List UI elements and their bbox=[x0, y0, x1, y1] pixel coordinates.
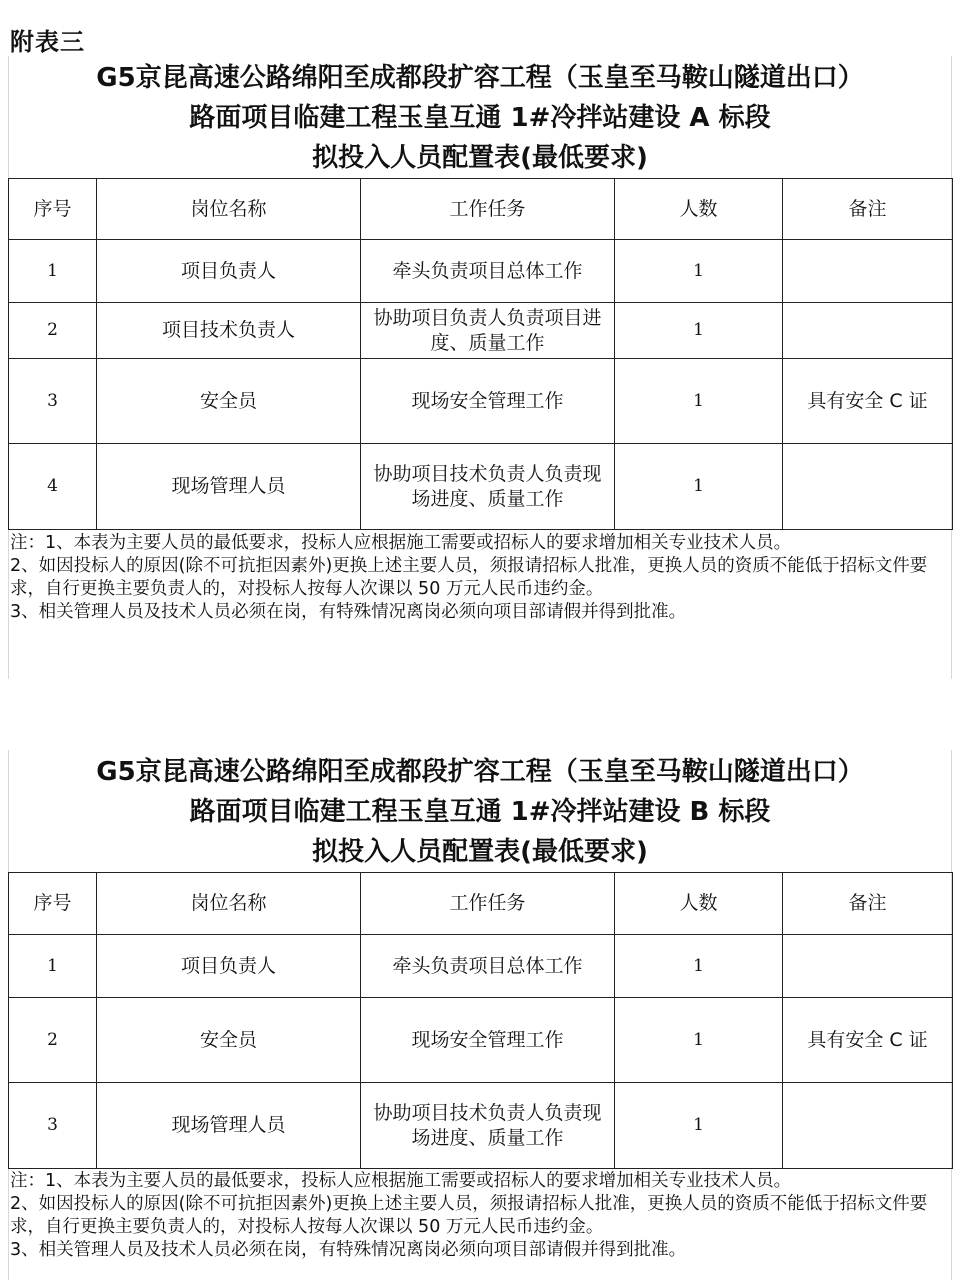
row-index: 3 bbox=[9, 1083, 97, 1169]
row-task: 现场安全管理工作 bbox=[361, 359, 615, 444]
row-index: 4 bbox=[9, 444, 97, 530]
row-count: 1 bbox=[615, 998, 783, 1083]
row-index: 1 bbox=[9, 240, 97, 303]
table-row bbox=[9, 240, 953, 303]
note-2: 2、如因投标人的原因(除不可抗拒因素外)更换上述主要人员，须报请招标人批准，更换人员的资质不能低于招标文件要求，自行更换主要负责人的，对投标人按每人次课以 50 万元人民币违约金。 bbox=[10, 556, 928, 599]
table-header-row bbox=[9, 873, 953, 935]
row-index: 3 bbox=[9, 359, 97, 444]
section-a-title-line-2: 路面项目临建工程玉皇互通 1#冷拌站建设 A 标段 bbox=[189, 103, 771, 133]
row-count: 1 bbox=[615, 359, 783, 444]
row-position: 项目负责人 bbox=[97, 935, 361, 998]
section-a-notes bbox=[10, 532, 953, 624]
table-row bbox=[9, 1083, 953, 1169]
section-a-title-line-1: G5京昆高速公路绵阳至成都段扩容工程（玉皇至马鞍山隧道出口） bbox=[96, 63, 864, 93]
note-2: 2、如因投标人的原因(除不可抗拒因素外)更换上述主要人员，须报请招标人批准，更换人员的资质不能低于招标文件要求，自行更换主要负责人的，对投标人按每人次课以 50 万元人民币违约金。 bbox=[10, 1194, 928, 1237]
row-position: 安全员 bbox=[97, 998, 361, 1083]
row-task: 协助项目技术负责人负责现场进度、质量工作 bbox=[361, 1083, 615, 1169]
row-count: 1 bbox=[615, 240, 783, 303]
row-task: 协助项目技术负责人负责现场进度、质量工作 bbox=[361, 444, 615, 530]
row-remark bbox=[783, 240, 953, 303]
row-position: 现场管理人员 bbox=[97, 1083, 361, 1169]
row-count: 1 bbox=[615, 444, 783, 530]
row-count: 1 bbox=[615, 303, 783, 359]
table-row bbox=[9, 444, 953, 530]
row-task: 现场安全管理工作 bbox=[361, 998, 615, 1083]
table-row bbox=[9, 935, 953, 998]
row-index: 1 bbox=[9, 935, 97, 998]
row-task: 协助项目负责人负责项目进度、质量工作 bbox=[361, 303, 615, 359]
row-remark: 具有安全 C 证 bbox=[783, 359, 953, 444]
appendix-label: 附表三 bbox=[10, 28, 85, 56]
header-task: 工作任务 bbox=[361, 179, 615, 240]
header-task: 工作任务 bbox=[361, 873, 615, 935]
header-remark: 备注 bbox=[783, 873, 953, 935]
section-b-notes bbox=[10, 1170, 953, 1262]
row-remark: 具有安全 C 证 bbox=[783, 998, 953, 1083]
row-position: 项目技术负责人 bbox=[97, 303, 361, 359]
header-index: 序号 bbox=[9, 179, 97, 240]
header-position: 岗位名称 bbox=[97, 873, 361, 935]
header-count: 人数 bbox=[615, 873, 783, 935]
table-row bbox=[9, 303, 953, 359]
row-count: 1 bbox=[615, 935, 783, 998]
section-b-title-line-1: G5京昆高速公路绵阳至成都段扩容工程（玉皇至马鞍山隧道出口） bbox=[96, 757, 864, 787]
row-task: 牵头负责项目总体工作 bbox=[361, 935, 615, 998]
row-remark bbox=[783, 1083, 953, 1169]
row-position: 项目负责人 bbox=[97, 240, 361, 303]
row-remark bbox=[783, 303, 953, 359]
row-remark bbox=[783, 935, 953, 998]
header-count: 人数 bbox=[615, 179, 783, 240]
note-3: 3、相关管理人员及技术人员必须在岗，有特殊情况离岗必须向项目部请假并得到批准。 bbox=[10, 602, 687, 622]
table-row bbox=[9, 998, 953, 1083]
row-index: 2 bbox=[9, 303, 97, 359]
row-task: 牵头负责项目总体工作 bbox=[361, 240, 615, 303]
row-position: 安全员 bbox=[97, 359, 361, 444]
table-row bbox=[9, 359, 953, 444]
section-a-table bbox=[8, 178, 953, 530]
header-remark: 备注 bbox=[783, 179, 953, 240]
row-count: 1 bbox=[615, 1083, 783, 1169]
section-a-title-line-3: 拟投入人员配置表(最低要求) bbox=[312, 143, 648, 173]
row-remark bbox=[783, 444, 953, 530]
row-index: 2 bbox=[9, 998, 97, 1083]
note-1: 注：1、本表为主要人员的最低要求，投标人应根据施工需要或招标人的要求增加相关专业技术人员。 bbox=[10, 533, 792, 553]
row-position: 现场管理人员 bbox=[97, 444, 361, 530]
header-position: 岗位名称 bbox=[97, 179, 361, 240]
section-b-title-line-2: 路面项目临建工程玉皇互通 1#冷拌站建设 B 标段 bbox=[189, 797, 771, 827]
section-b-table bbox=[8, 872, 953, 1169]
note-1: 注：1、本表为主要人员的最低要求，投标人应根据施工需要或招标人的要求增加相关专业技术人员。 bbox=[10, 1171, 792, 1191]
header-index: 序号 bbox=[9, 873, 97, 935]
table-header-row bbox=[9, 179, 953, 240]
section-b-title-line-3: 拟投入人员配置表(最低要求) bbox=[312, 837, 648, 867]
note-3: 3、相关管理人员及技术人员必须在岗，有特殊情况离岗必须向项目部请假并得到批准。 bbox=[10, 1240, 687, 1260]
